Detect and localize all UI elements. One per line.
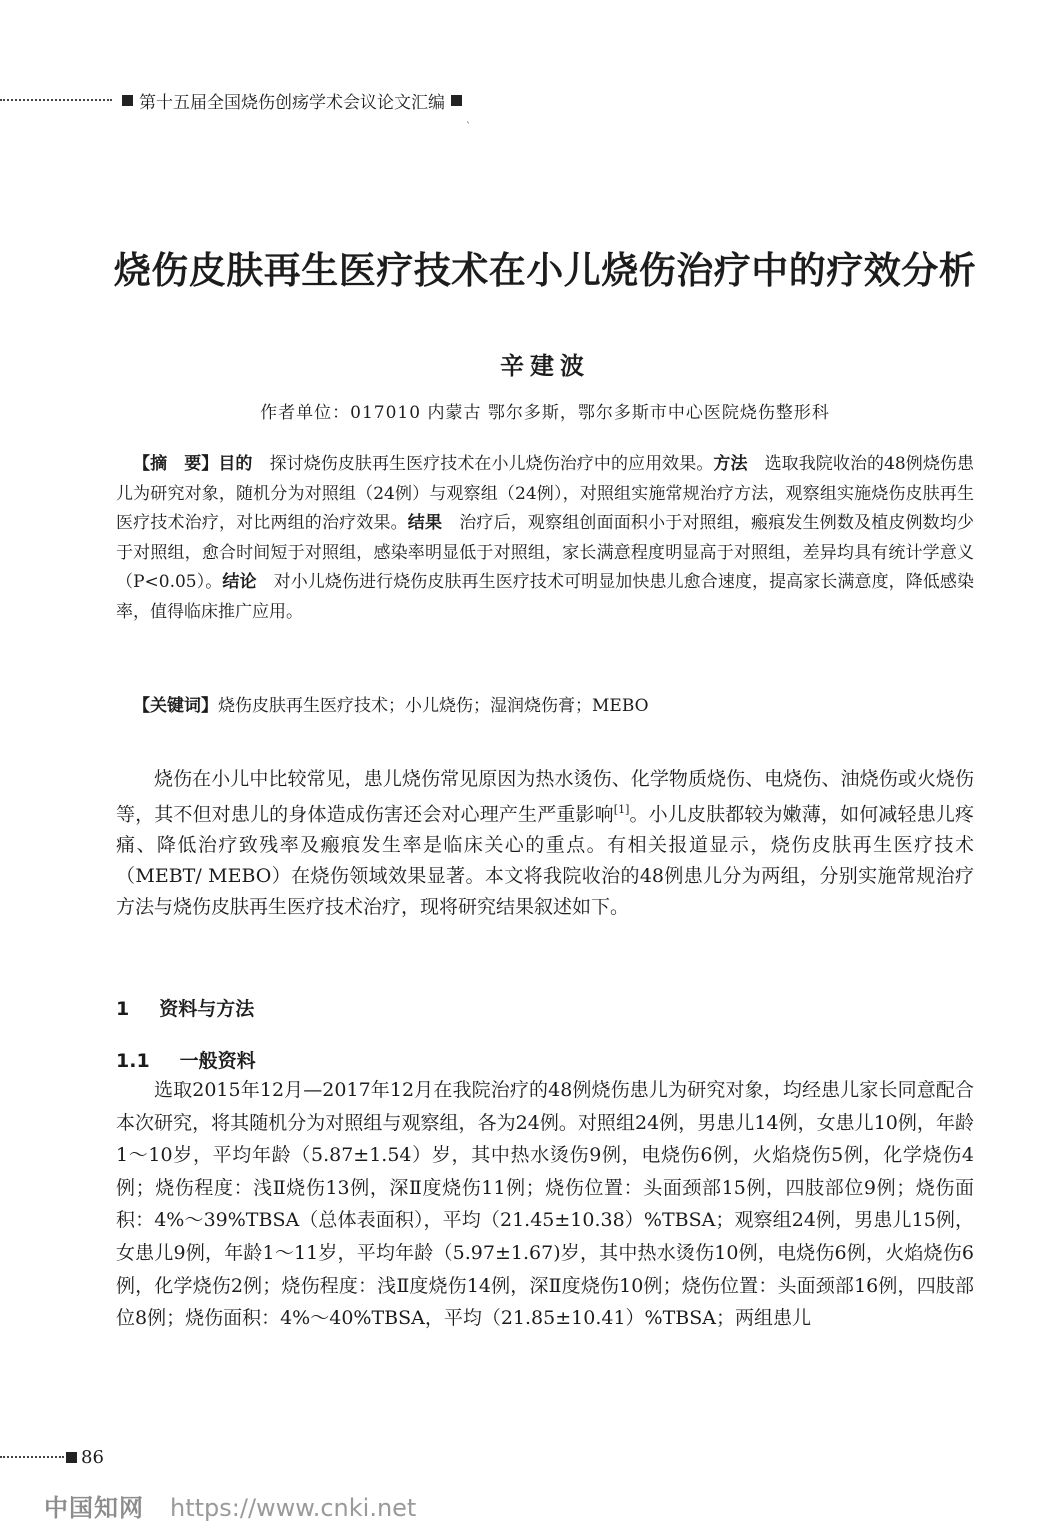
objective-text: 探讨烧伤皮肤再生医疗技术在小儿烧伤治疗中的应用效果。 <box>252 454 714 474</box>
subsection-title: 一般资料 <box>179 1050 256 1072</box>
method-label: 方法 <box>713 454 748 474</box>
intro-text-b: 。小儿皮肤都较为嫩薄，如何减轻患儿疼痛、降低治疗致残率及瘢痕发生率是临床关心的重点。有相关报道显示，烧伤皮肤再生医疗技术（MEBT/ MEBO）在烧伤领域效果显著。本文将我院收治的48例患儿分为两组，分别实施常规治疗方法与烧伤皮肤再生医疗技术治疗，现将研究结果叙述如下。 <box>116 803 974 918</box>
cnki-url: https://www.cnki.net <box>170 1494 417 1522</box>
paper-title: 烧伤皮肤再生医疗技术在小儿烧伤治疗中的疗效分析 <box>113 249 977 292</box>
method-text: 选取我院收治的48例烧伤患儿为研究对象，随机分为对照组（24例）与观察组（24例），对照组实施常规治疗方法，观察组实施烧伤皮肤再生医疗技术治疗，对比两组的治疗效果。 <box>116 454 975 534</box>
abstract <box>116 450 974 628</box>
footer-dotted-rule <box>0 1456 64 1458</box>
section-number: 1 <box>116 998 130 1020</box>
page-number: 86 <box>81 1446 104 1468</box>
intro-text-a: 烧伤在小儿中比较常见，患儿烧伤常见原因为热水烫伤、化学物质烧伤、电烧伤、油烧伤或火烧伤等，其不但对患儿的身体造成伤害还会对心理产生严重影响 <box>116 768 974 826</box>
square-bullet-icon <box>66 1452 77 1463</box>
section-title: 资料与方法 <box>159 998 255 1020</box>
results-label: 结果 <box>407 513 443 534</box>
keywords-label: 【关键词】 <box>133 696 218 716</box>
introduction <box>116 764 974 922</box>
stray-tick-mark: ` <box>466 122 471 133</box>
keywords <box>116 692 974 722</box>
page-footer <box>0 1444 200 1470</box>
cnki-logo: 中国知网 <box>44 1494 144 1522</box>
conclusion-text: 对小儿烧伤进行烧伤皮肤再生医疗技术可明显加快患儿愈合速度，提高家长满意度，降低感染率，值得临床推广应用。 <box>116 572 974 622</box>
running-header-text: 第十五届全国烧伤创疡学术会议论文汇编 <box>139 92 445 113</box>
general-data-paragraph <box>116 1074 974 1335</box>
abstract-label: 【摘 要】 <box>133 454 219 474</box>
header-dotted-rule <box>0 99 112 101</box>
cnki-watermark <box>44 1488 416 1523</box>
square-bullet-icon <box>122 95 133 106</box>
results-text: 治疗后，观察组创面面积小于对照组，瘢痕发生例数及植皮例数均少于对照组，愈合时间短于对照组，感染率明显低于对照组，家长满意程度明显高于对照组，差异均具有统计学意义（P<0.05）。 <box>116 513 975 593</box>
keywords-text: 烧伤皮肤再生医疗技术；小儿烧伤；湿润烧伤膏；MEBO <box>218 696 649 716</box>
subsection-heading <box>116 1046 256 1073</box>
author-name: 辛建波 <box>500 351 590 380</box>
section-heading <box>116 994 254 1021</box>
author-affiliation: 作者单位：017010 内蒙古 鄂尔多斯，鄂尔多斯市中心医院烧伤整形科 <box>260 403 830 423</box>
general-data-text: 选取2015年12月—2017年12月在我院治疗的48例烧伤患儿为研究对象，均经患儿家长同意配合本次研究，将其随机分为对照组与观察组，各为24例。对照组24例，男患儿14例，女患儿10例，年龄1～10岁，平均年龄（5.87±1.54）岁，其中热水烫伤9例，电烧伤6例，火焰烧伤5例，化学烧伤4例；烧伤程度：浅Ⅱ烧伤13例，深Ⅱ度烧伤11例；烧伤位置：头面颈部15例，四肢部位9例；烧伤面积：4%～39%TBSA（总体表面积），平均（21.45±10.38）%TBSA；观察组24例，男患儿15例，女患儿9例，年龄1～11岁，平均年龄（5.97±1.67)岁，其中热水烫伤10例，电烧伤6例，火焰烧伤6例，化学烧伤2例；烧伤程度：浅Ⅱ度烧伤14例，深Ⅱ度烧伤10例；烧伤位置：头面颈部16例，四肢部位8例；烧伤面积：4%～40%TBSA，平均（21.85±10.41）%TBSA；两组患儿 <box>116 1079 974 1330</box>
objective-label: 目的 <box>218 454 253 474</box>
conclusion-label: 结论 <box>222 572 257 593</box>
running-header <box>0 88 520 112</box>
citation-ref: [1] <box>613 802 630 816</box>
square-bullet-icon <box>451 95 462 106</box>
subsection-number: 1.1 <box>116 1050 150 1072</box>
